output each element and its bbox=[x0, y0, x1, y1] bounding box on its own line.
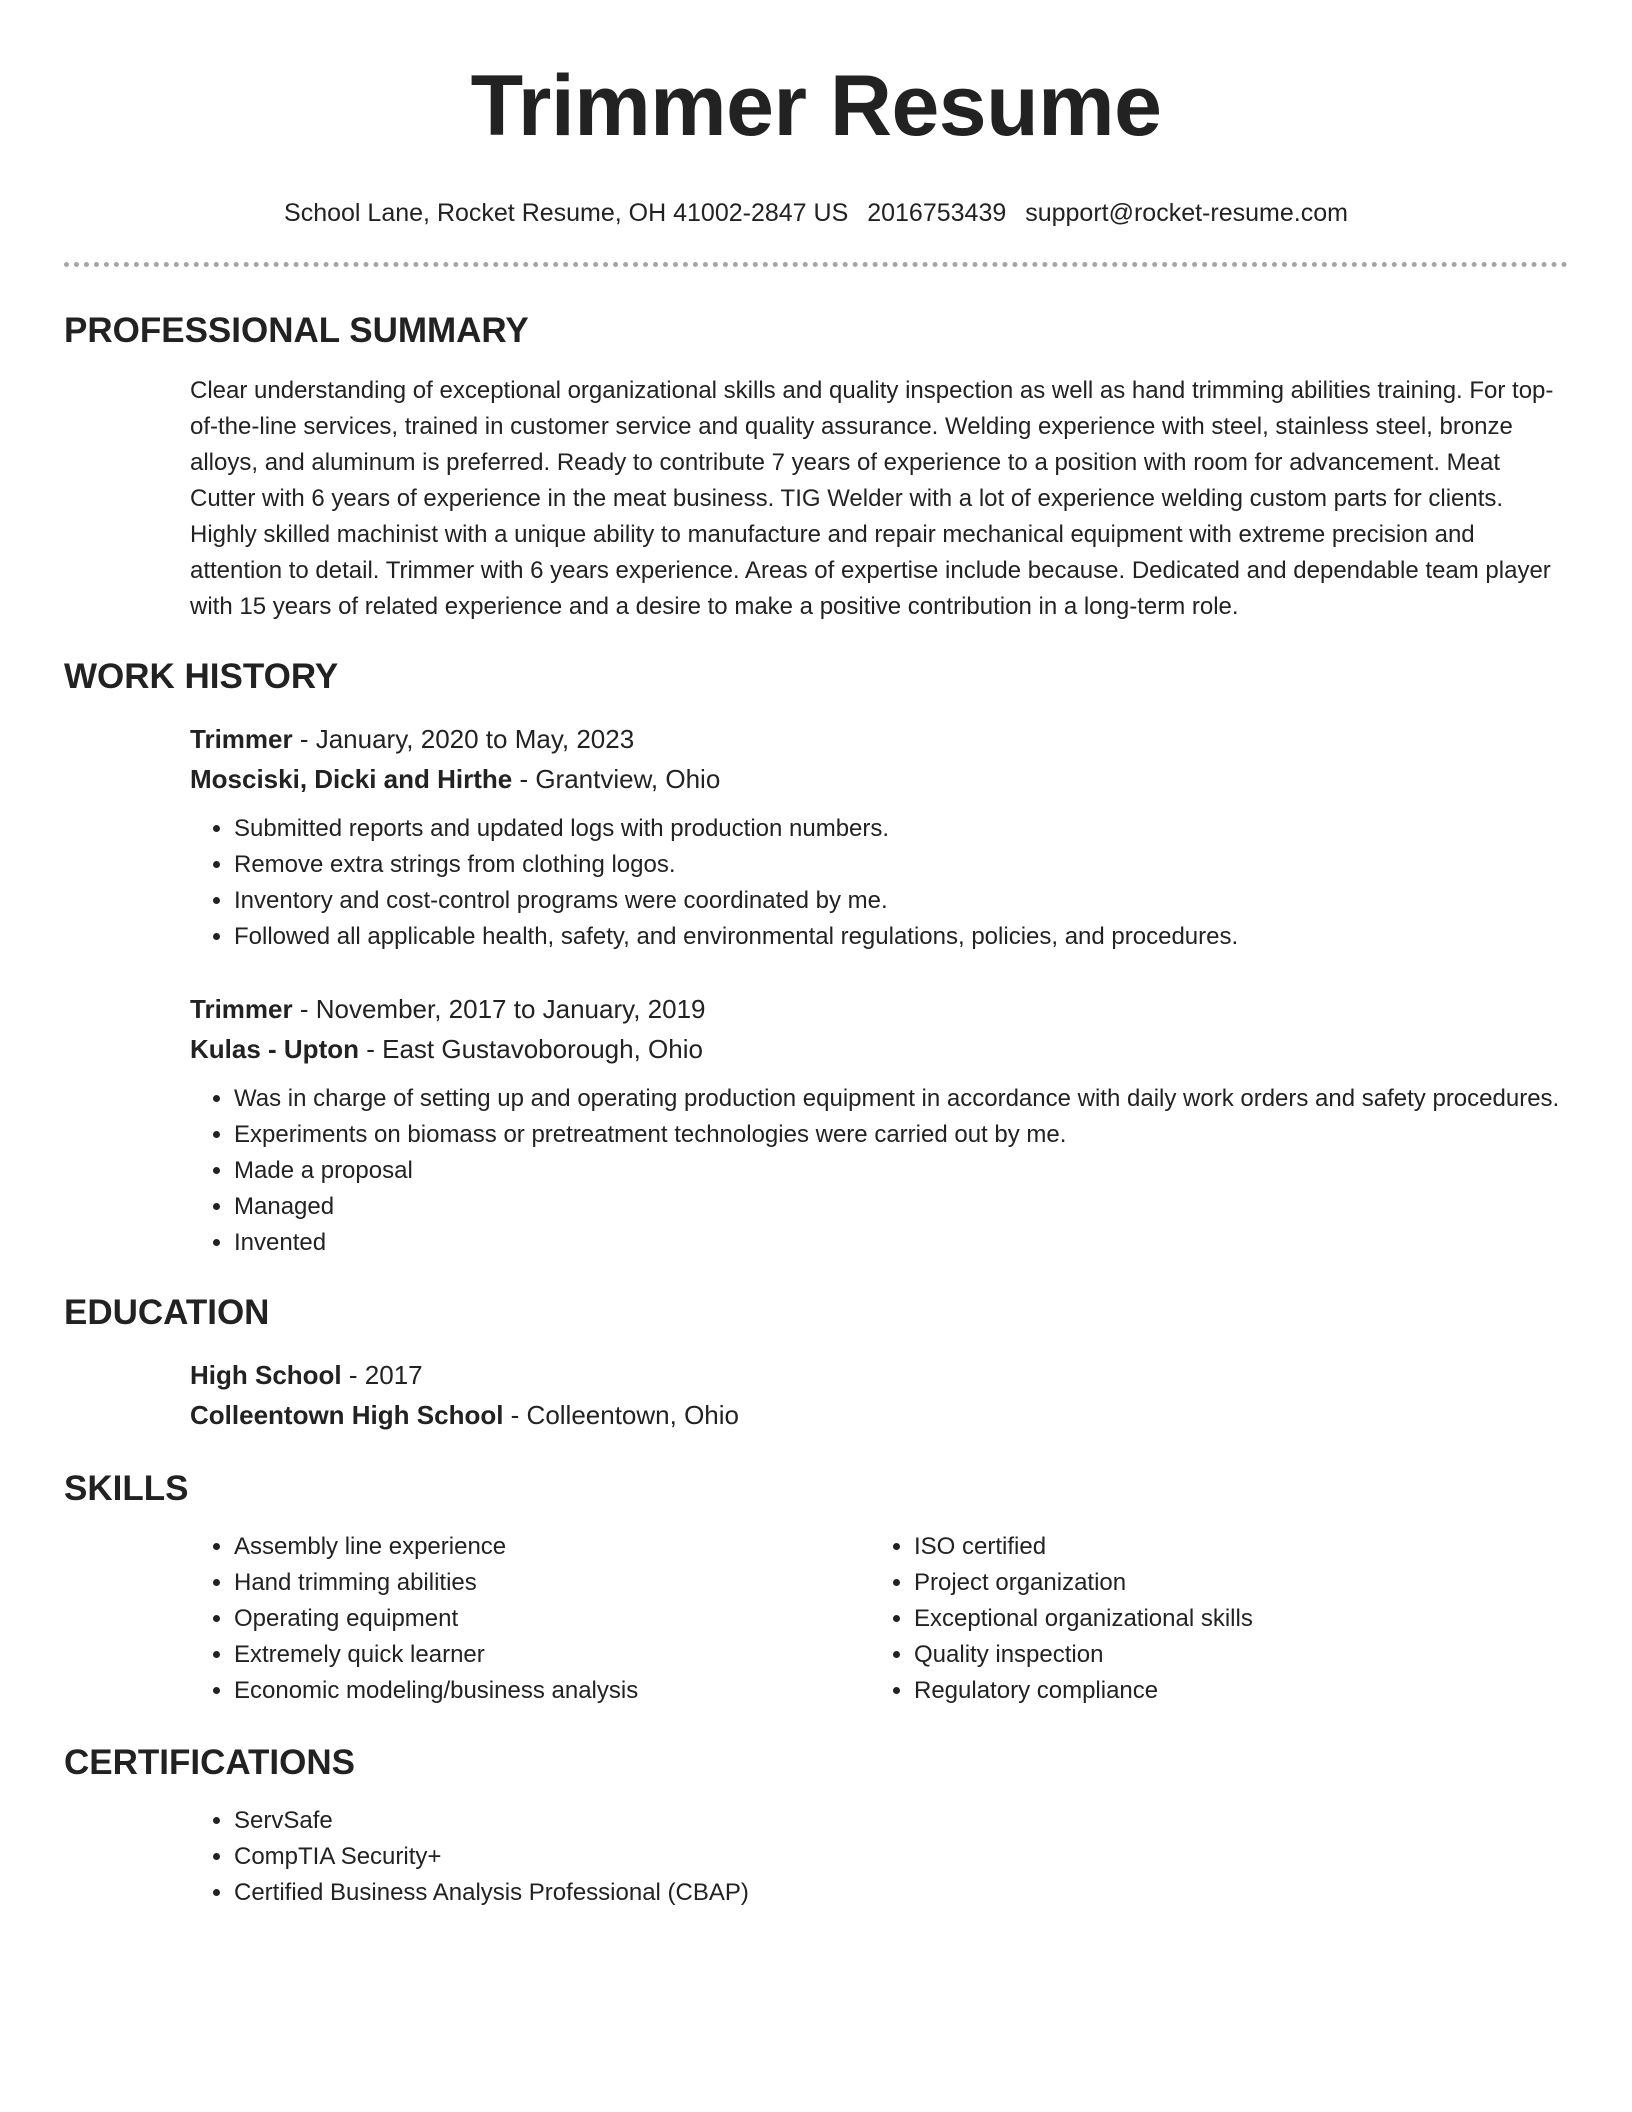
job-company: Mosciski, Dicki and Hirthe bbox=[190, 764, 513, 794]
list-item: • Extremely quick learner bbox=[234, 1637, 870, 1673]
job-location: - Grantview, Ohio bbox=[512, 764, 721, 794]
education-year: - 2017 bbox=[341, 1360, 423, 1390]
list-item: • Experiments on biomass or pretreatment technologies were carried out by me. bbox=[234, 1117, 1568, 1153]
summary-text: Clear understanding of exceptional organizational skills and quality inspection as well as hand trimming abilities training. For top-of-the-line services, trained in customer service and quality assurance. Welding experience with steel, stainless steel, bronze alloys, and aluminum is preferred. Ready to contribute 7 years of experience to a position with room for advancement. Meat Cutter with 6 years of experience in the meat business. TIG Welder with a lot of experience welding custom parts for clients. Highly skilled machinist with a unique ability to manufacture and repair mechanical equipment with extreme precision and attention to detail. Trimmer with 6 years experience. Areas of expertise include because. Dedicated and dependable team player with 15 years of related experience and a desire to make a positive contribution in a long-term role. bbox=[190, 377, 1554, 620]
job-company-line bbox=[190, 1029, 1568, 1069]
list-item: • ISO certified bbox=[914, 1529, 1550, 1565]
list-item: • Regulatory compliance bbox=[914, 1673, 1550, 1709]
education-title: EDUCATION bbox=[64, 1293, 270, 1332]
list-item: • Was in charge of setting up and operating production equipment in accordance with daily work orders and safety procedures. bbox=[234, 1081, 1568, 1117]
summary-title: PROFESSIONAL SUMMARY bbox=[64, 311, 529, 350]
skills-body bbox=[64, 1529, 1568, 1709]
job-role-line bbox=[190, 989, 1568, 1029]
resume-title: Trimmer Resume bbox=[470, 58, 1162, 154]
job-company: Kulas - Upton bbox=[190, 1034, 359, 1064]
contact-address: School Lane, Rocket Resume, OH 41002-2847 US bbox=[284, 199, 849, 227]
work-title: WORK HISTORY bbox=[64, 657, 339, 696]
job-bullets bbox=[190, 1081, 1568, 1261]
contact-phone: 2016753439 bbox=[867, 199, 1007, 227]
certifications-body bbox=[64, 1803, 1568, 1911]
job-bullets bbox=[190, 811, 1568, 955]
work-section bbox=[64, 657, 1568, 1261]
header-divider bbox=[64, 262, 1568, 267]
contact-email: support@rocket-resume.com bbox=[1025, 199, 1348, 227]
list-item: • Project organization bbox=[914, 1565, 1550, 1601]
list-item: • ServSafe bbox=[234, 1803, 1568, 1839]
list-item: • CompTIA Security+ bbox=[234, 1839, 1568, 1875]
job-dates: - January, 2020 to May, 2023 bbox=[292, 724, 635, 754]
skills-left-column bbox=[190, 1529, 870, 1709]
skills-right-column bbox=[870, 1529, 1550, 1709]
list-item: • Remove extra strings from clothing logos. bbox=[234, 847, 1568, 883]
list-item: • Submitted reports and updated logs with production numbers. bbox=[234, 811, 1568, 847]
list-item: • Exceptional organizational skills bbox=[914, 1601, 1550, 1637]
education-degree-line bbox=[190, 1355, 1568, 1395]
education-school-line bbox=[190, 1395, 1568, 1435]
list-item: • Quality inspection bbox=[914, 1637, 1550, 1673]
job-entry bbox=[190, 719, 1568, 955]
resume-header bbox=[64, 0, 1568, 228]
job-dates: - November, 2017 to January, 2019 bbox=[292, 994, 706, 1024]
education-body bbox=[64, 1355, 1568, 1435]
education-degree: High School bbox=[190, 1360, 342, 1390]
education-location: - Colleentown, Ohio bbox=[503, 1400, 739, 1430]
skills-grid bbox=[190, 1529, 1568, 1709]
list-item: • Invented bbox=[234, 1225, 1568, 1261]
list-item: • Certified Business Analysis Professional (CBAP) bbox=[234, 1875, 1568, 1911]
skills-section bbox=[64, 1469, 1568, 1709]
certifications-list bbox=[190, 1803, 1568, 1911]
summary-section bbox=[64, 311, 1568, 625]
list-item: • Hand trimming abilities bbox=[234, 1565, 870, 1601]
list-item: • Managed bbox=[234, 1189, 1568, 1225]
job-company-line bbox=[190, 759, 1568, 799]
certifications-section bbox=[64, 1743, 1568, 1911]
list-item: • Assembly line experience bbox=[234, 1529, 870, 1565]
contact-line bbox=[64, 198, 1568, 228]
job-entry bbox=[190, 989, 1568, 1261]
job-location: - East Gustavoborough, Ohio bbox=[359, 1034, 703, 1064]
job-role: Trimmer bbox=[190, 994, 293, 1024]
list-item: • Made a proposal bbox=[234, 1153, 1568, 1189]
list-item: • Followed all applicable health, safety, and environmental regulations, policies, and procedures. bbox=[234, 919, 1568, 955]
list-item: • Inventory and cost-control programs were coordinated by me. bbox=[234, 883, 1568, 919]
education-section bbox=[64, 1293, 1568, 1435]
list-item: • Operating equipment bbox=[234, 1601, 870, 1637]
education-school: Colleentown High School bbox=[190, 1400, 504, 1430]
job-role: Trimmer bbox=[190, 724, 293, 754]
summary-body bbox=[64, 373, 1568, 625]
work-body bbox=[64, 719, 1568, 1261]
certifications-title: CERTIFICATIONS bbox=[64, 1743, 356, 1782]
skills-title: SKILLS bbox=[64, 1469, 189, 1508]
job-role-line bbox=[190, 719, 1568, 759]
list-item: • Economic modeling/business analysis bbox=[234, 1673, 870, 1709]
